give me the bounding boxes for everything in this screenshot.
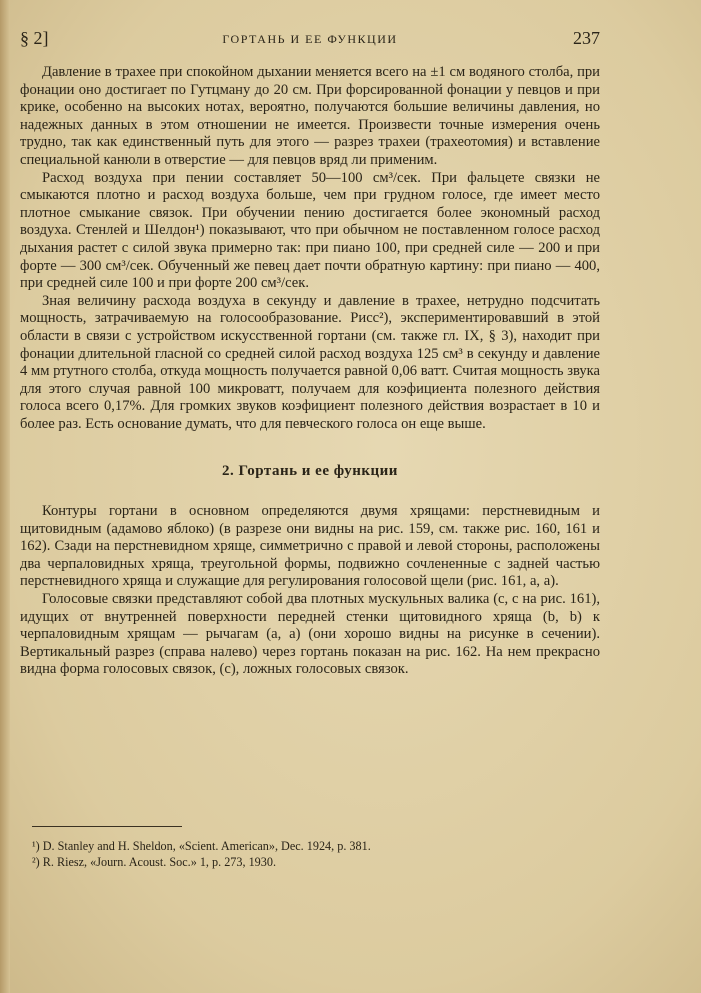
paragraph: Расход воздуха при пении составляет 50—100 см³/сек. При фальцете связки не смыкаются плотно и расход воздуха больше, чем при грудном голосе, где имеет место плотное смыкание связок. При обучении пению достигается более экономный расход воздуха. Стенлей и Шелдон¹) показывают, что при обычном не поставленном голосе расход дыхания растет с силой звука примерно так: при пиано 100, при средней силе — 200 и при форте — 300 см³/сек. Обученный же певец дает почти обратную картину: при пиано — 400, при средней силе 100 и при форте 200 см³/сек. xyxy=(20,169,600,292)
footnotes xyxy=(32,838,600,870)
section-marker: § 2] xyxy=(20,28,49,48)
running-header xyxy=(20,28,600,50)
footnote-divider xyxy=(32,826,182,827)
paragraph: Давление в трахее при спокойном дыхании меняется всего на ±1 см водяного столба, при фонации оно достигает по Гутцману до 20 см. При форсированной фонации у певцов и при крике, особенно на высоких нотах, вероятно, получаются большие величины давления, но надежных данных в этом отношении не имеется. Произвести точные измерения очень трудно, так как единственный путь для этого — разрез трахеи (трахеотомия) и вставление специальной канюли в отверстие — для певцов вряд ли применим. xyxy=(20,64,600,168)
footnote: ¹) D. Stanley and H. Sheldon, «Scient. American», Dec. 1924, p. 381. xyxy=(32,839,371,853)
paragraph: Зная величину расхода воздуха в секунду и давление в трахее, нетрудно подсчитать мощность, затрачиваемую на голосообразование. Рисс²), экспериментировавший в этой области в связи с устройством искусственной гортани (см. также гл. IX, § 3), находит при фонации длительной гласной со средней силой расход воздуха 125 см³ в секунду и давление 4 мм ртутного столба, откуда мощность получается равной 0,06 ватт. Считая мощность звука для этого случая равной 100 микроватт, получаем для коэфициента полезного действия голоса всего 0,17%. Для громких звуков коэфициент полезного действия возрастает в 10 и более раз. Есть основание думать, что для певческого голоса он еще выше. xyxy=(20,292,600,432)
footnote: ²) R. Riesz, «Journ. Acoust. Soc.» 1, p. 273, 1930. xyxy=(32,855,277,869)
page-number: 237 xyxy=(573,28,600,48)
paragraph: Контуры гортани в основном определяются двумя хрящами: перстневидным и щитовидным (адамово яблоко) (в разрезе они видны на рис. 159, см. также рис. 160, 161 и 162). Сзади на перстневидном хряще, симметрично с правой и левой стороны, расположены два черпаловидных хряща, треугольной формы, подвижно сочлененные с задней частью перстневидного хряща и служащие для регулирования голосовой щели (рис. 161, а, а). xyxy=(20,503,600,590)
page-body xyxy=(20,64,600,679)
running-title: ГОРТАНЬ И ЕЕ ФУНКЦИИ xyxy=(222,32,398,46)
section-heading: 2. Гортань и ее функции xyxy=(222,463,398,480)
paragraph: Голосовые связки представляют собой два плотных мускульных валика (с, с на рис. 161), идущих от внутренней поверхности передней стенки щитовидного хряща (b, b) к черпаловидным хрящам — рычагам (а, а) (они хорошо видны на рисунке в сечении). Вертикальный разрез (справа налево) через гортань показан на рис. 162. На нем прекрасно видна форма голосовых связок, (с), ложных голосовых связок. xyxy=(20,591,600,678)
